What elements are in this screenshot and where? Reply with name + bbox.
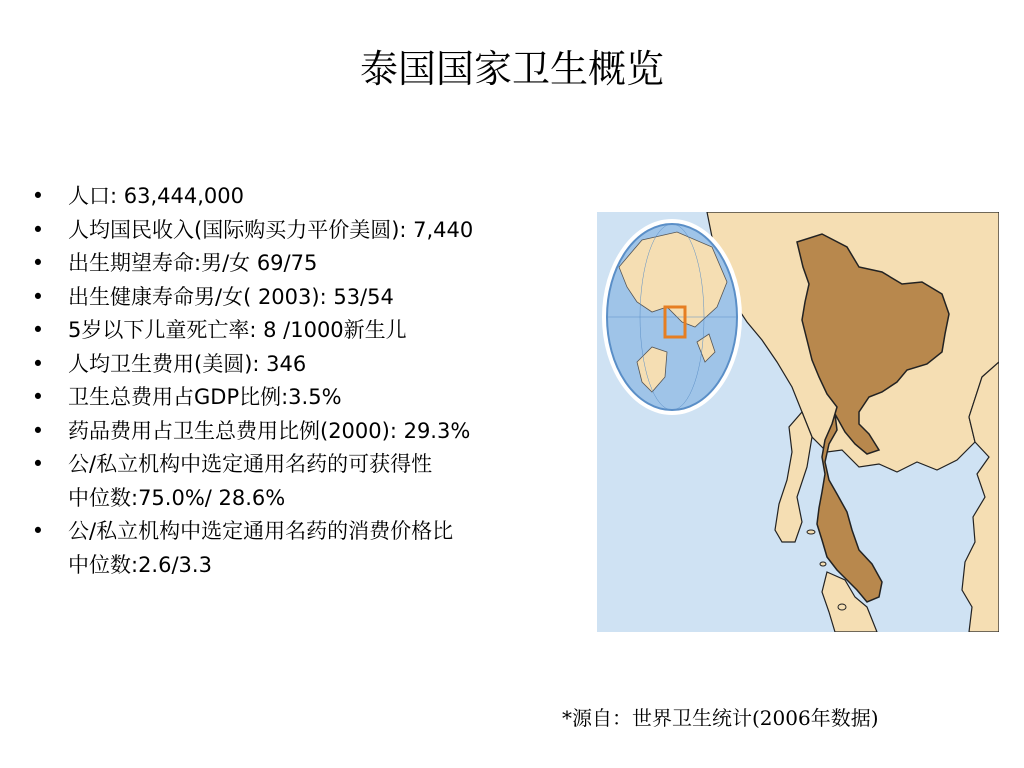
list-item (28, 247, 618, 281)
slide-title: 泰国国家卫生概览 (359, 47, 664, 91)
bullet-dot: • (31, 184, 45, 208)
list-item (28, 314, 618, 348)
bullet-text: 5岁以下儿童死亡率: 8 /1000新生儿 (68, 318, 407, 342)
list-item (28, 381, 618, 415)
map-illustration (597, 212, 999, 632)
bullet-dot: • (31, 452, 45, 476)
bullet-text: 出生健康寿命男/女( 2003): 53/54 (68, 284, 394, 309)
list-item (28, 448, 618, 515)
bullet-text: 卫生总费用占GDP比例:3.5% (68, 385, 342, 409)
island (807, 530, 815, 534)
bullet-text: 公/私立机构中选定通用名药的消费价格比 (68, 519, 454, 543)
list-item (28, 415, 618, 449)
bullet-dot: • (31, 385, 45, 409)
island (820, 562, 826, 566)
list-item (28, 180, 618, 214)
globe-icon (602, 219, 742, 415)
list-item (28, 515, 618, 582)
bullet-continuation: 中位数:75.0%/ 28.6% (68, 485, 286, 510)
bullet-dot: • (31, 251, 45, 275)
bullet-text: 人口: 63,444,000 (68, 184, 244, 208)
bullet-dot: • (31, 284, 45, 309)
bullet-dot: • (31, 217, 45, 242)
thailand-map (597, 212, 999, 632)
bullet-text: 药品费用占卫生总费用比例(2000): 29.3% (68, 418, 471, 443)
bullet-text: 公/私立机构中选定通用名药的可获得性 (68, 452, 433, 476)
source-note: *源自：世界卫生统计(2006年数据) (562, 706, 879, 730)
bullet-text: 人均卫生费用(美圆): 346 (68, 351, 307, 376)
bullet-continuation: 中位数:2.6/3.3 (68, 552, 212, 577)
list-item (28, 281, 618, 315)
bullet-dot: • (31, 418, 45, 443)
bullet-dot: • (31, 519, 45, 543)
bullet-dot: • (31, 351, 45, 376)
list-item (28, 214, 618, 248)
statistics-list (28, 180, 618, 582)
bullet-dot: • (31, 318, 45, 342)
bullet-text: 出生期望寿命:男/女 69/75 (68, 251, 318, 275)
list-item (28, 348, 618, 382)
bullet-text: 人均国民收入(国际购买力平价美圆): 7,440 (68, 217, 474, 242)
island (838, 604, 846, 610)
